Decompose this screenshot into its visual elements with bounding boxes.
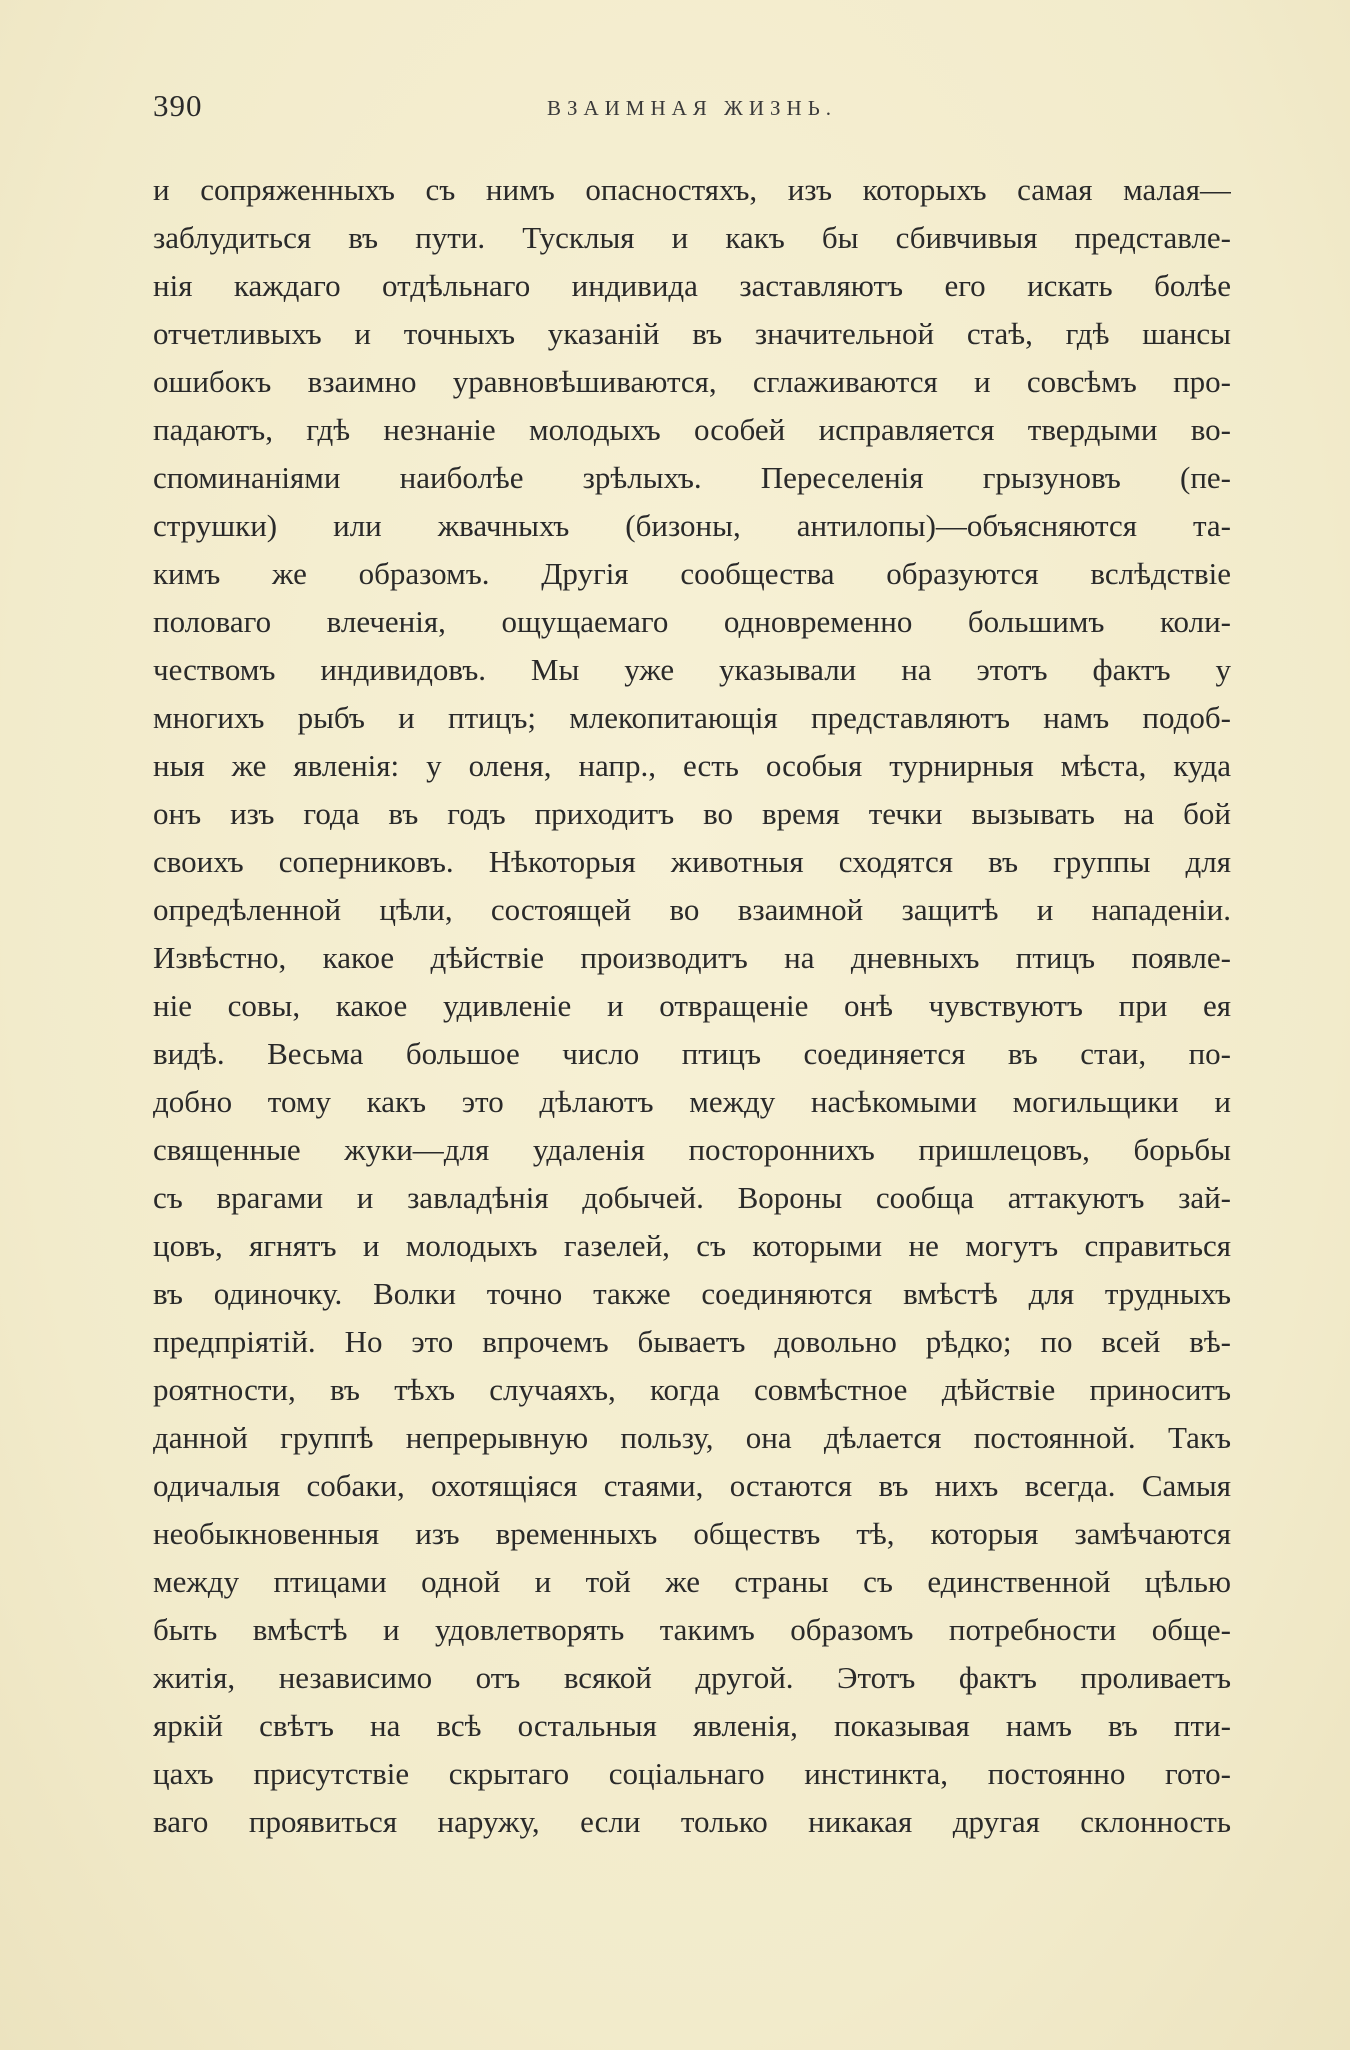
text-line: необыкновенныя изъ временныхъ обществъ тѣ, которыя замѣчаются [153,1516,1231,1551]
text-line: заблудиться въ пути. Тусклыя и какъ бы сбивчивыя представле- [153,220,1231,255]
text-line: кимъ же образомъ. Другія сообщества образуются вслѣдствіе [153,556,1231,591]
text-line: струшки) или жвачныхъ (бизоны, антилопы)—объясняются та- [153,508,1231,543]
text-line: чествомъ индивидовъ. Мы уже указывали на этотъ фактъ у [153,652,1231,687]
text-line: Извѣстно, какое дѣйствіе производитъ на дневныхъ птицъ появле- [153,940,1231,975]
text-line: яркій свѣтъ на всѣ остальныя явленія, показывая намъ въ пти- [153,1708,1231,1743]
text-line: цовъ, ягнятъ и молодыхъ газелей, съ которыми не могутъ справиться [153,1228,1231,1263]
text-line: отчетливыхъ и точныхъ указаній въ значительной стаѣ, гдѣ шансы [153,316,1231,351]
running-head: ВЗАИМНАЯ ЖИЗНЬ. [546,96,838,120]
text-line: ныя же явленія: у оленя, напр., есть особыя турнирныя мѣста, куда [153,748,1231,783]
text-line: нія каждаго отдѣльнаго индивида заставляютъ его искать болѣе [153,268,1231,303]
text-line: житія, независимо отъ всякой другой. Этотъ фактъ проливаетъ [153,1660,1231,1695]
text-line: священные жуки—для удаленія постороннихъ пришлецовъ, борьбы [153,1132,1231,1167]
text-line: онъ изъ года въ годъ приходитъ во время течки вызывать на бой [153,796,1231,831]
text-line: роятности, въ тѣхъ случаяхъ, когда совмѣстное дѣйствіе приноситъ [153,1372,1231,1407]
text-line: споминаніями наиболѣе зрѣлыхъ. Переселенія грызуновъ (пе- [153,460,1231,495]
page-header [153,88,1231,132]
page-number: 390 [153,88,203,123]
text-line: съ врагами и завладѣнія добычей. Вороны сообща аттакуютъ зай- [153,1180,1231,1215]
text-line: добно тому какъ это дѣлаютъ между насѣкомыми могильщики и [153,1084,1231,1119]
text-line: одичалыя собаки, охотящіяся стаями, остаются въ нихъ всегда. Самыя [153,1468,1231,1503]
text-line: видѣ. Весьма большое число птицъ соединяется въ стаи, по- [153,1036,1231,1071]
text-line: ніе совы, какое удивленіе и отвращеніе онѣ чувствуютъ при ея [153,988,1231,1023]
text-line: предпріятій. Но это впрочемъ бываетъ довольно рѣдко; по всей вѣ- [153,1324,1231,1359]
text-line: ошибокъ взаимно уравновѣшиваются, сглаживаются и совсѣмъ про- [153,364,1231,399]
text-line: въ одиночку. Волки точно также соединяются вмѣстѣ для трудныхъ [153,1276,1231,1311]
text-line: между птицами одной и той же страны съ единственной цѣлью [153,1564,1231,1599]
body-text [153,166,1231,1846]
text-line: и сопряженныхъ съ нимъ опасностяхъ, изъ которыхъ самая малая— [153,172,1231,207]
text-line: ваго проявиться наружу, если только никакая другая склонность [153,1804,1231,1839]
text-line: опредѣленной цѣли, состоящей во взаимной защитѣ и нападеніи. [153,892,1231,927]
text-line: падаютъ, гдѣ незнаніе молодыхъ особей исправляется твердыми во- [153,412,1231,447]
text-line: быть вмѣстѣ и удовлетворять такимъ образомъ потребности обще- [153,1612,1231,1647]
text-line: половаго влеченія, ощущаемаго одновременно большимъ коли- [153,604,1231,639]
text-line: многихъ рыбъ и птицъ; млекопитающія представляютъ намъ подоб- [153,700,1231,735]
text-line: своихъ соперниковъ. Нѣкоторыя животныя сходятся въ группы для [153,844,1231,879]
text-line: цахъ присутствіе скрытаго соціальнаго инстинкта, постоянно гото- [153,1756,1231,1791]
text-line: данной группѣ непрерывную пользу, она дѣлается постоянной. Такъ [153,1420,1231,1455]
